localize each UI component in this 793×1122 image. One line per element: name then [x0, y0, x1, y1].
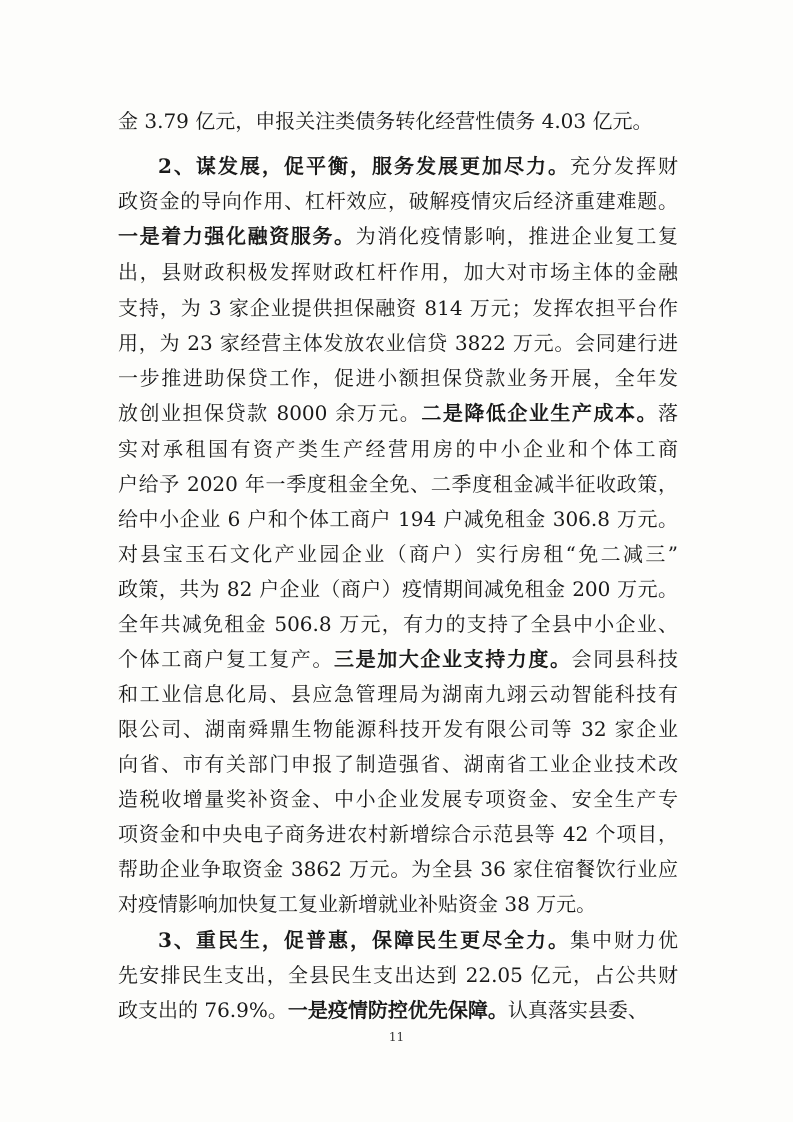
body-text-span: 造税收增量奖补资金、中小企业发展专项资金、安全生产专: [118, 787, 678, 811]
body-text-span: 出，县财政积极发挥财政杠杆作用，加大对市场主体的金融: [118, 260, 678, 284]
text-line: [118, 188, 678, 214]
bold-heading-text: 一是着力强化融资服务。: [118, 224, 356, 248]
text-line: [118, 223, 678, 249]
text-line: [118, 436, 678, 462]
body-text-span: 对疫情影响加快复工复业新增就业补贴资金 38 万元。: [118, 892, 597, 916]
body-text-span: 帮助企业争取资金 3862 万元。为全县 36 家住宿餐饮行业应: [118, 857, 678, 881]
body-text-span: 政资金的导向作用、杠杆效应，破解疫情灾后经济重建难题。: [118, 189, 678, 213]
body-text-span: 和工业信息化局、县应急管理局为湖南九翊云动智能科技有: [118, 682, 678, 706]
body-text-span: 集中财力优: [569, 928, 678, 952]
body-text-span: 给中小企业 6 户和个体工商户 194 户减免租金 306.8 万元。: [118, 507, 678, 531]
text-line: [118, 259, 678, 285]
text-line: [118, 681, 678, 707]
bold-heading-text: 2、谋发展，促平衡，服务发展更加尽力。: [158, 154, 570, 178]
body-text-span: 用，为 23 家经营主体发放农业信贷 3822 万元。会同建行进: [118, 331, 678, 355]
text-line: [118, 646, 678, 672]
text-line: [118, 716, 678, 742]
text-line: [118, 541, 678, 567]
body-text-span: 会同县科技: [571, 647, 679, 671]
bold-heading-text: 二是降低企业生产成本。: [421, 401, 658, 425]
text-line: [118, 330, 678, 356]
text-line: [118, 962, 678, 988]
body-text-span: 对县宝玉石文化产业园企业（商户）实行房租“免二减三”: [118, 542, 678, 566]
body-text-span: 放创业担保贷款 8000 余万元。: [118, 401, 422, 425]
body-text-span: 项资金和中央电子商务进农村新增综合示范县等 42 个项目，: [118, 822, 678, 846]
body-text-span: 政策，共为 82 户企业（商户）疫情期间减免租金 200 万元。: [118, 577, 678, 601]
text-line: [118, 295, 678, 321]
text-line: [158, 927, 678, 953]
text-line: [118, 821, 678, 847]
body-text-span: 为消化疫情影响，推进企业复工复: [355, 224, 679, 248]
body-text-span: 全年共减免租金 506.8 万元，有力的支持了全县中小企业、: [118, 612, 678, 636]
body-text-span: 政支出的 76.9%。: [118, 998, 288, 1022]
body-text-span: 向省、市有关部门申报了制造强省、湖南省工业企业技术改: [118, 752, 678, 776]
body-text-span: 实对承租国有资产类生产经营用房的中小企业和个体工商: [118, 437, 678, 461]
text-line: [118, 751, 678, 777]
text-line: [118, 400, 678, 426]
body-text-span: 金 3.79 亿元，申报关注类债务转化经营性债务 4.03 亿元。: [118, 109, 653, 133]
body-text-span: 限公司、湖南舜鼎生物能源科技开发有限公司等 32 家企业: [118, 717, 678, 741]
text-line: [158, 153, 678, 179]
bold-heading-text: 一是疫情防控优先保障。: [287, 998, 508, 1022]
text-line: [118, 611, 678, 637]
body-text-span: 认真落实县委、: [507, 998, 648, 1022]
body-text-span: 个体工商户复工复产。: [118, 647, 334, 671]
text-line: [118, 471, 678, 497]
bold-heading-text: 3、重民生，促普惠，保障民生更尽全力。: [158, 928, 570, 952]
body-text-span: 支持，为 3 家企业提供担保融资 814 万元；发挥农担平台作: [118, 296, 678, 320]
text-line: [118, 997, 678, 1023]
body-text-span: 先安排民生支出，全县民生支出达到 22.05 亿元，占公共财: [118, 963, 678, 987]
text-line: [118, 891, 678, 917]
body-text-span: 一步推进助保贷工作，促进小额担保贷款业务开展，全年发: [118, 366, 678, 390]
text-line: [118, 576, 678, 602]
body-text-span: 充分发挥财: [569, 154, 678, 178]
bold-heading-text: 三是加大企业支持力度。: [334, 647, 572, 671]
page-number: 11: [388, 1030, 405, 1044]
text-line: [118, 108, 678, 134]
text-line: [118, 365, 678, 391]
text-line: [118, 856, 678, 882]
text-line: [118, 506, 678, 532]
body-text-span: 落: [658, 401, 678, 425]
body-text-span: 户给予 2020 年一季度租金全免、二季度租金减半征收政策，: [118, 472, 678, 496]
text-line: [118, 786, 678, 812]
